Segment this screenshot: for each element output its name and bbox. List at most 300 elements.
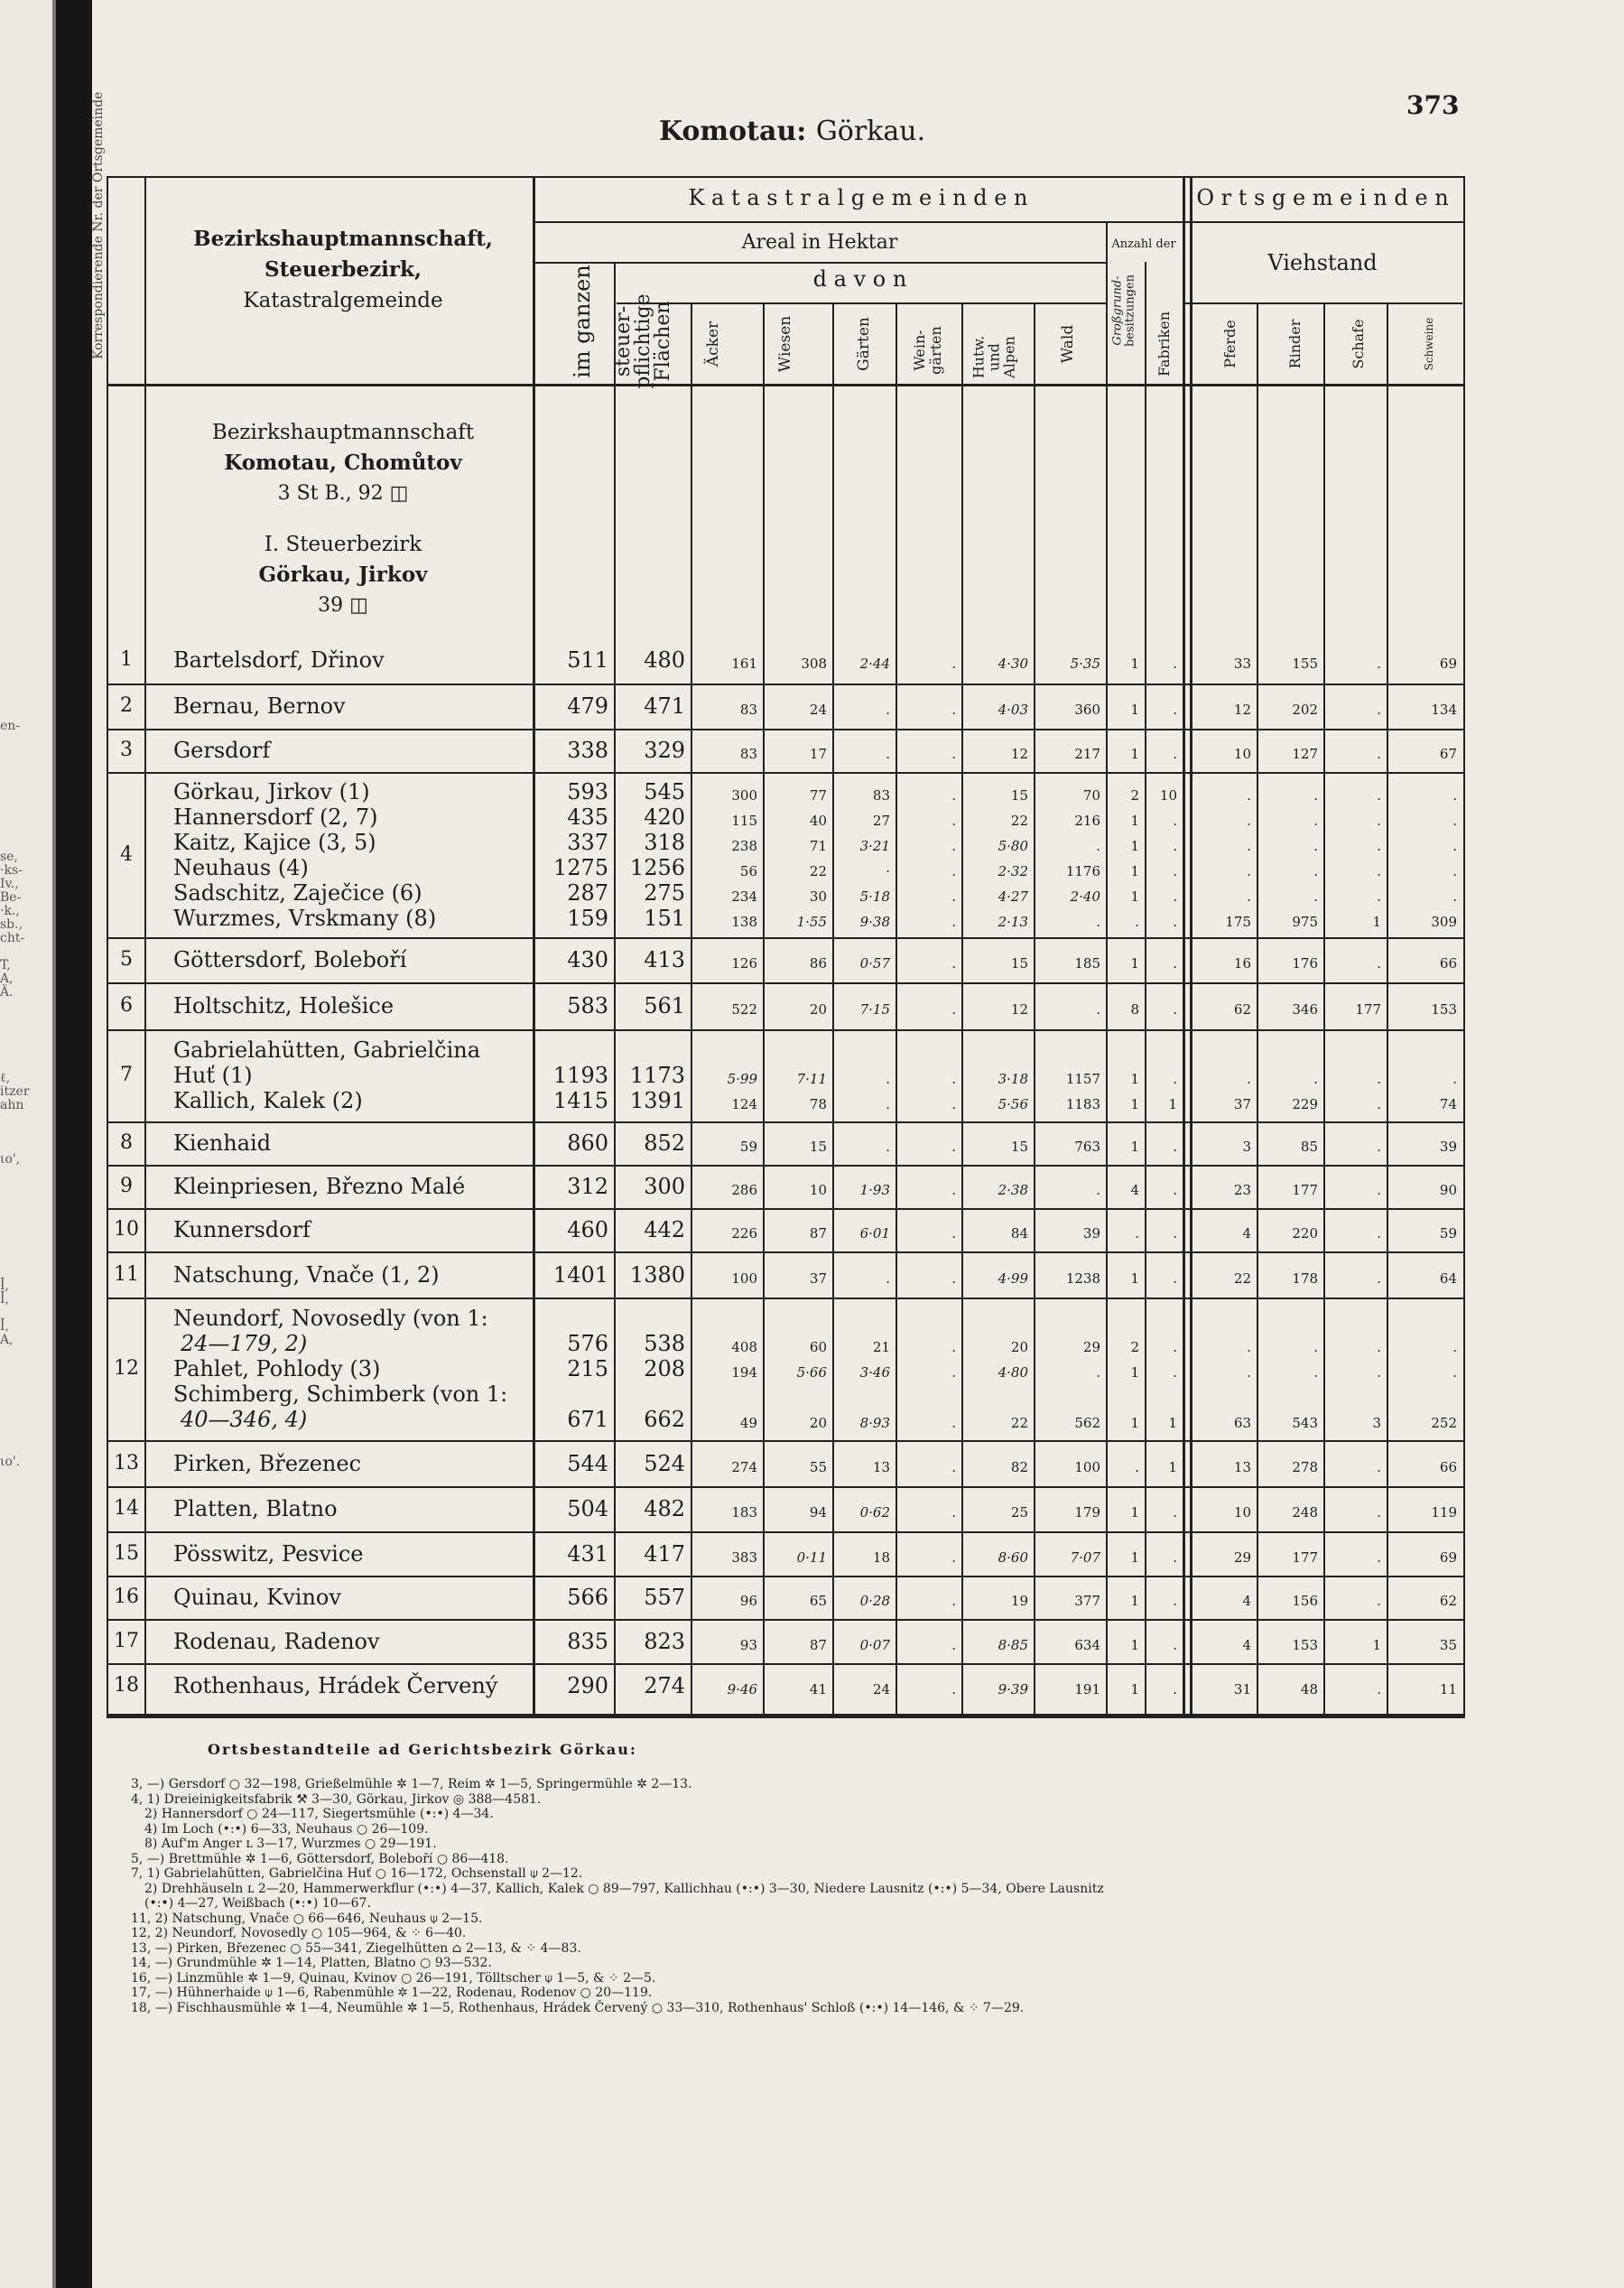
cell-wal: 70 (1082, 786, 1100, 804)
cell-hut: 25 (1010, 1504, 1028, 1521)
cell-gro: . (1135, 1458, 1139, 1475)
cell-rin: 155 (1292, 656, 1318, 672)
cell-sch: . (1377, 1504, 1381, 1521)
statistics-table (107, 176, 1465, 1716)
cell-gar: 3·21 (859, 837, 890, 854)
cell-wei: . (951, 1549, 956, 1566)
cell-rin: 177 (1292, 1549, 1318, 1566)
cell-gro: 1 (1130, 1636, 1139, 1653)
footnote-line: 8) Auf'm Anger ʟ 3—17, Wurzmes ○ 29—191. (144, 1837, 437, 1851)
footnote-line: 4) Im Loch (•:•) 6—33, Neuhaus ○ 26—109. (144, 1821, 429, 1837)
cell-hut: 2·32 (998, 862, 1028, 879)
cell-wei: . (951, 955, 956, 972)
row-name: Gersdorf (173, 738, 271, 763)
cell-ganz: 337 (567, 829, 608, 855)
cell-sch: . (1377, 862, 1381, 879)
cell-sch: . (1377, 1458, 1381, 1475)
cell-pfe: 33 (1233, 656, 1251, 672)
rule-v (533, 176, 535, 1716)
cell-gar: 5·18 (859, 888, 890, 905)
cell-swe: . (1452, 812, 1457, 829)
cell-hut: 22 (1010, 1415, 1028, 1431)
cell-gro: 2 (1130, 1339, 1139, 1355)
cell-sch: . (1377, 1139, 1381, 1155)
footnote-line: 16, —) Linzmühle ✲ 1—9, Quinau, Kvinov ○ 26—191, Tölltscher ⍦ 1—5, & ⁘ 2—5. (131, 1970, 656, 1986)
row-number: 17 (114, 1629, 139, 1652)
cell-wei: . (951, 1364, 956, 1381)
cell-gar: 9·38 (859, 913, 890, 930)
row-number: 18 (114, 1674, 139, 1697)
cell-pfe: 3 (1242, 1139, 1251, 1155)
cell-pfe: 37 (1233, 1096, 1251, 1112)
cell-ack: 93 (739, 1636, 757, 1653)
cell-steu: 823 (644, 1628, 685, 1654)
cell-wal: 634 (1074, 1636, 1100, 1653)
cell-wal: . (1096, 1182, 1100, 1198)
cell-wie: 86 (809, 955, 827, 972)
rule-v (1190, 176, 1192, 1716)
cell-wei: . (951, 1339, 956, 1355)
cell-swe: 69 (1439, 656, 1457, 672)
header-anzahl: Anzahl der (1111, 237, 1176, 251)
margin-fragment: en- (0, 719, 21, 733)
cell-sch: 1 (1372, 913, 1381, 930)
rule-h (108, 1440, 1464, 1442)
page-title: Komotau: Görkau. (659, 116, 926, 147)
cell-pfe: . (1247, 888, 1251, 905)
cell-ganz: 835 (567, 1628, 608, 1654)
footnote-line: 11, 2) Natschung, Vnače ○ 66—646, Neuhaus ⍦ 2—15. (131, 1911, 483, 1926)
header-nr: Korrespondierende Nr. der Ortsgemeinde (91, 91, 106, 359)
cell-swe: 66 (1439, 955, 1457, 972)
rule-h (535, 262, 1106, 264)
cell-ack: 286 (731, 1182, 757, 1198)
cell-swe: 90 (1439, 1182, 1457, 1198)
row-name: Huť (1) (173, 1063, 253, 1088)
cell-steu: 274 (644, 1673, 685, 1698)
cell-fab: . (1173, 1270, 1177, 1287)
cell-gar: 1·93 (859, 1182, 890, 1198)
rule-h (107, 1716, 1465, 1718)
cell-wie: 94 (809, 1504, 827, 1521)
cell-steu: 545 (644, 778, 685, 805)
row-name: Platten, Blatno (173, 1496, 338, 1521)
cell-rin: . (1313, 786, 1318, 804)
cell-gar: 21 (872, 1339, 890, 1355)
rule-h (108, 1165, 1464, 1167)
cell-swe: 66 (1439, 1458, 1457, 1475)
cell-ack: 226 (731, 1225, 757, 1242)
cell-swe: 119 (1431, 1504, 1457, 1521)
cell-fab: . (1173, 746, 1177, 762)
cell-wie: 20 (809, 1001, 827, 1018)
cell-sch: 1 (1372, 1636, 1381, 1653)
header-acker: Äcker (704, 321, 722, 367)
cell-wie: 20 (809, 1415, 827, 1431)
cell-wie: 41 (809, 1681, 827, 1697)
rule-h (108, 684, 1464, 685)
margin-fragment: se, (0, 850, 18, 864)
header-steuerpflichtig: steuer- pflichtige Flächen (612, 293, 674, 389)
row-number: 1 (120, 648, 133, 671)
cell-swe: . (1452, 1339, 1457, 1355)
cell-sch: 177 (1355, 1001, 1381, 1018)
row-number: 15 (114, 1541, 139, 1565)
margin-fragment: Ä. (0, 985, 14, 1000)
cell-steu: 208 (644, 1356, 685, 1381)
cell-ack: 83 (739, 746, 757, 762)
cell-swe: 64 (1439, 1270, 1457, 1287)
cell-wei: . (951, 1593, 956, 1609)
cell-fab: . (1173, 1593, 1177, 1609)
rule-h (108, 1663, 1464, 1665)
header-rinder: Rinder (1286, 319, 1304, 369)
cell-wie: 71 (809, 837, 827, 854)
cell-wei: . (951, 1139, 956, 1155)
cell-hut: 20 (1010, 1339, 1028, 1355)
cell-swe: . (1452, 1364, 1457, 1381)
cell-wal: 1176 (1065, 862, 1100, 879)
cell-wal: 763 (1074, 1139, 1100, 1155)
cell-wie: 5·66 (796, 1364, 827, 1381)
row-number: 14 (114, 1497, 139, 1520)
cell-wei: . (951, 1225, 956, 1242)
cell-wei: . (951, 786, 956, 804)
cell-ganz: 1401 (552, 1261, 608, 1288)
rule-h (108, 1029, 1464, 1031)
cell-pfe: . (1247, 1364, 1251, 1381)
cell-fab: . (1173, 1504, 1177, 1521)
cell-gro: 1 (1130, 1549, 1139, 1566)
footnote-line: 7, 1) Gabrielahütten, Gabrielčina Huť ○ 16—172, Ochsenstall ⍦ 2—12. (131, 1866, 583, 1881)
cell-gar: . (886, 702, 890, 718)
header-pferde: Pferde (1221, 320, 1239, 368)
cell-pfe: 13 (1233, 1458, 1251, 1475)
cell-gar: 27 (872, 812, 890, 829)
cell-gro: 1 (1130, 1139, 1139, 1155)
cell-steu: 1256 (629, 854, 685, 880)
cell-wei: . (951, 837, 956, 854)
cell-rin: . (1313, 837, 1318, 854)
footnote-line: 2) Hannersdorf ○ 24—117, Siegertsmühle (•:•) 4—34. (144, 1807, 494, 1821)
cell-fab: . (1173, 955, 1177, 972)
margin-fragment: ℓ, (0, 1071, 11, 1085)
cell-wei: . (951, 1681, 956, 1697)
row-number: 6 (120, 994, 133, 1017)
cell-wei: . (951, 1001, 956, 1018)
row-number: 13 (114, 1451, 139, 1474)
cell-gar: . (886, 1071, 890, 1087)
row-name: Kallich, Kalek (2) (173, 1088, 363, 1113)
cell-sch: . (1377, 746, 1381, 762)
header-viehstand: Viehstand (1267, 250, 1378, 275)
cell-swe: . (1452, 1071, 1457, 1087)
row-name: Pösswitz, Pesvice (173, 1540, 364, 1567)
cell-hut: 4·80 (998, 1364, 1028, 1381)
cell-fab: 1 (1168, 1096, 1177, 1112)
cell-sch: . (1377, 656, 1381, 672)
footnote-line: 3, —) Gersdorf ○ 32—198, Grießelmühle ✲ 1—7, Reim ✲ 1—5, Springermühle ✲ 2—13. (131, 1777, 692, 1791)
row-name: Göttersdorf, Boleboří (173, 947, 407, 972)
row-number: 5 (120, 948, 133, 971)
cell-gar: . (886, 1096, 890, 1112)
cell-ack: 161 (731, 656, 757, 672)
cell-gro: 1 (1130, 837, 1139, 854)
cell-rin: 177 (1292, 1182, 1318, 1198)
cell-rin: . (1313, 1364, 1318, 1381)
cell-wei: . (951, 656, 956, 672)
cell-ganz: 290 (567, 1673, 608, 1698)
margin-fragment: A, (0, 1333, 14, 1347)
cell-wal: 216 (1074, 812, 1100, 829)
cell-steu: 318 (644, 829, 685, 855)
row-name: Wurzmes, Vrskmany (8) (173, 905, 437, 931)
cell-ganz: 860 (567, 1130, 608, 1156)
cell-fab: 1 (1168, 1458, 1177, 1475)
row-number: 2 (120, 694, 133, 717)
margin-fragment: cht- (0, 931, 25, 945)
cell-gro: 1 (1130, 1071, 1139, 1087)
cell-fab: . (1173, 1139, 1177, 1155)
cell-wie: 10 (809, 1182, 827, 1198)
cell-wal: 7·07 (1070, 1549, 1100, 1566)
cell-gar: · (886, 862, 890, 879)
cell-steu: 538 (644, 1331, 685, 1356)
cell-swe: 252 (1431, 1415, 1457, 1431)
cell-rin: 346 (1292, 1001, 1318, 1018)
cell-fab: . (1173, 1071, 1177, 1087)
margin-fragment: ꟾ, (0, 1279, 9, 1293)
cell-ganz: 566 (567, 1585, 608, 1610)
cell-fab: . (1173, 702, 1177, 718)
footnote-line: 18, —) Fischhausmühle ✲ 1—4, Neumühle ✲ 1—5, Rothenhaus, Hrádek Červený ○ 33—310, Rothenhaus' Schloß (•:•) 14—146, & ⁘ 7—29. (131, 2000, 1025, 2015)
cell-wie: 0·11 (796, 1549, 827, 1566)
cell-gar: 0·07 (859, 1636, 890, 1653)
cell-wie: 78 (809, 1096, 827, 1112)
cell-wie: 24 (809, 702, 827, 718)
cell-hut: 5·80 (998, 837, 1028, 854)
header-schweine: Schweine (1423, 317, 1435, 371)
cell-swe: . (1452, 837, 1457, 854)
cell-hut: 4·03 (998, 702, 1028, 718)
cell-ack: 96 (739, 1593, 757, 1609)
cell-wie: 22 (809, 862, 827, 879)
cell-steu: 852 (644, 1130, 685, 1156)
cell-ack: 115 (731, 812, 757, 829)
cell-pfe: . (1247, 786, 1251, 804)
rule-v (144, 176, 146, 1716)
cell-pfe: 4 (1242, 1593, 1251, 1609)
header-orts: O r t s g e m e i n d e n (1196, 185, 1449, 210)
margin-fragment: itzer (0, 1084, 30, 1099)
page-number: 373 (1406, 90, 1460, 120)
cell-fab: . (1173, 1636, 1177, 1653)
cell-fab: . (1173, 913, 1177, 930)
cell-wal: 191 (1074, 1681, 1100, 1697)
cell-fab: . (1173, 1339, 1177, 1355)
cell-hut: 9·39 (998, 1681, 1028, 1697)
cell-wei: . (951, 1415, 956, 1431)
cell-swe: 39 (1439, 1139, 1457, 1155)
cell-fab: . (1173, 1681, 1177, 1697)
cell-hut: 12 (1010, 1001, 1028, 1018)
cell-wie: 1·55 (796, 913, 827, 930)
cell-steu: 1391 (629, 1088, 685, 1113)
footnote-line: 14, —) Grundmühle ✲ 1—14, Platten, Blatno ○ 93—532. (131, 1956, 492, 1970)
cell-pfe: . (1247, 1071, 1251, 1087)
rule-h (108, 982, 1464, 984)
header-wald: Wald (1059, 324, 1077, 364)
cell-wei: . (951, 862, 956, 879)
cell-rin: 178 (1292, 1270, 1318, 1287)
row-name: Neundorf, Novosedly (von 1: (173, 1306, 488, 1331)
cell-rin: 202 (1292, 702, 1318, 718)
header-gaerten: Gärten (855, 317, 873, 371)
cell-swe: 11 (1439, 1681, 1457, 1697)
rule-h (108, 1531, 1464, 1533)
cell-rin: 975 (1292, 913, 1318, 930)
cell-swe: 134 (1431, 702, 1457, 718)
row-name: Hannersdorf (2, 7) (173, 804, 378, 830)
cell-rin: . (1313, 862, 1318, 879)
cell-ganz: 287 (567, 879, 608, 906)
cell-ack: 83 (739, 702, 757, 718)
row-name: Sadschitz, Zaječice (6) (173, 879, 422, 906)
cell-ganz: 671 (567, 1407, 608, 1432)
cell-hut: 2·38 (998, 1182, 1028, 1198)
cell-hut: 3·18 (998, 1071, 1028, 1087)
cell-sch: . (1377, 837, 1381, 854)
cell-sch: . (1377, 1071, 1381, 1087)
cell-steu: 482 (644, 1496, 685, 1521)
cell-pfe: . (1247, 812, 1251, 829)
cell-pfe: . (1247, 837, 1251, 854)
rule-h (535, 221, 1465, 223)
cell-pfe: 23 (1233, 1182, 1251, 1198)
cell-gro: 8 (1130, 1001, 1139, 1018)
cell-hut: 22 (1010, 812, 1028, 829)
row-name: Natschung, Vnače (1, 2) (173, 1261, 440, 1288)
rule-h (108, 1121, 1464, 1123)
cell-ack: 59 (739, 1139, 757, 1155)
cell-steu: 417 (644, 1540, 685, 1567)
cell-fab: . (1173, 1364, 1177, 1381)
header-davon: d a v o n (812, 266, 907, 292)
cell-wei: . (951, 913, 956, 930)
cell-ack: 408 (731, 1339, 757, 1355)
cell-swe: 69 (1439, 1549, 1457, 1566)
header-weingaerten: Wein- gärten (911, 326, 944, 375)
cell-wal: 1183 (1065, 1096, 1100, 1112)
cell-hut: 15 (1010, 786, 1028, 804)
header-hutweiden: Hutw. und Alpen (970, 335, 1018, 379)
cell-ack: 100 (731, 1270, 757, 1287)
margin-fragment: ꟾ, (0, 1319, 9, 1334)
cell-swe: . (1452, 862, 1457, 879)
cell-ganz: 435 (567, 804, 608, 830)
cell-ack: 49 (739, 1415, 757, 1431)
footnote-line: 17, —) Hühnerhaide ⍦ 1—6, Rabenmühle ✲ 1—22, Rodenau, Rodenov ○ 20—119. (131, 1986, 653, 2000)
cell-ganz: 1275 (552, 854, 608, 880)
cell-sch: . (1377, 888, 1381, 905)
cell-gar: 13 (872, 1458, 890, 1475)
cell-pfe: 10 (1233, 746, 1251, 762)
cell-gar: 3·46 (859, 1364, 890, 1381)
cell-pfe: 16 (1233, 955, 1251, 972)
book-spine (56, 0, 92, 2288)
header-fabriken: Fabriken (1155, 311, 1173, 377)
cell-pfe: 62 (1233, 1001, 1251, 1018)
intro-sb-name: Görkau, Jirkov (258, 563, 428, 587)
cell-pfe: . (1247, 1339, 1251, 1355)
cell-wei: . (951, 702, 956, 718)
cell-wie: 15 (809, 1139, 827, 1155)
row-name: Gabrielahütten, Gabrielčina (173, 1037, 481, 1063)
row-number: 16 (114, 1586, 139, 1608)
footnotes-title: Ortsbestandteile ad Gerichtsbezirk Görkau: (208, 1741, 637, 1758)
cell-wal: . (1096, 1001, 1100, 1018)
cell-ganz: 430 (567, 947, 608, 972)
row-name: Holtschitz, Holešice (173, 993, 394, 1018)
cell-sch: . (1377, 702, 1381, 718)
cell-steu: 662 (644, 1407, 685, 1432)
rule-h (108, 729, 1464, 730)
cell-ack: 183 (731, 1504, 757, 1521)
margin-fragment: ιο', (0, 1152, 21, 1167)
row-number: 12 (114, 1357, 139, 1380)
cell-pfe: 12 (1233, 702, 1251, 718)
cell-rin: 176 (1292, 955, 1318, 972)
cell-pfe: 4 (1242, 1225, 1251, 1242)
cell-ganz: 544 (567, 1450, 608, 1476)
cell-wal: 377 (1074, 1593, 1100, 1609)
cell-ganz: 159 (567, 905, 608, 931)
cell-fab: . (1173, 1549, 1177, 1566)
cell-ack: 194 (731, 1364, 757, 1381)
cell-steu: 329 (644, 738, 685, 763)
intro-bh: Bezirkshauptmannschaft (211, 421, 475, 444)
cell-rin: 220 (1292, 1225, 1318, 1242)
cell-ganz: 1415 (552, 1088, 608, 1113)
cell-gar: 0·57 (859, 955, 890, 972)
cell-hut: 4·99 (998, 1270, 1028, 1287)
cell-ganz: 511 (567, 647, 608, 673)
cell-sch: . (1377, 1364, 1381, 1381)
header-wiesen: Wiesen (776, 315, 794, 373)
cell-pfe: 63 (1233, 1415, 1251, 1431)
cell-wei: . (951, 746, 956, 762)
cell-gro: 1 (1130, 656, 1139, 672)
cell-wal: 39 (1082, 1225, 1100, 1242)
cell-hut: 4·27 (998, 888, 1028, 905)
cell-fab: 1 (1168, 1415, 1177, 1431)
footnote-line: 12, 2) Neundorf, Novosedly ○ 105—964, & ⁘ 6—40. (131, 1926, 467, 1940)
margin-fragment: ιο'. (0, 1455, 21, 1469)
cell-fab: . (1173, 1001, 1177, 1018)
cell-steu: 471 (644, 693, 685, 719)
cell-ganz: 460 (567, 1217, 608, 1242)
intro-sb: I. Steuerbezirk (264, 533, 422, 556)
margin-fragment: ꟾ, (0, 1292, 9, 1307)
cell-hut: 8·85 (998, 1636, 1028, 1653)
cell-wie: 65 (809, 1593, 827, 1609)
cell-gar: 6·01 (859, 1225, 890, 1242)
rule-h (108, 1486, 1464, 1488)
cell-gro: 1 (1130, 746, 1139, 762)
cell-pfe: 22 (1233, 1270, 1251, 1287)
margin-fragment: ahn (0, 1098, 24, 1112)
cell-steu: 275 (644, 879, 685, 906)
